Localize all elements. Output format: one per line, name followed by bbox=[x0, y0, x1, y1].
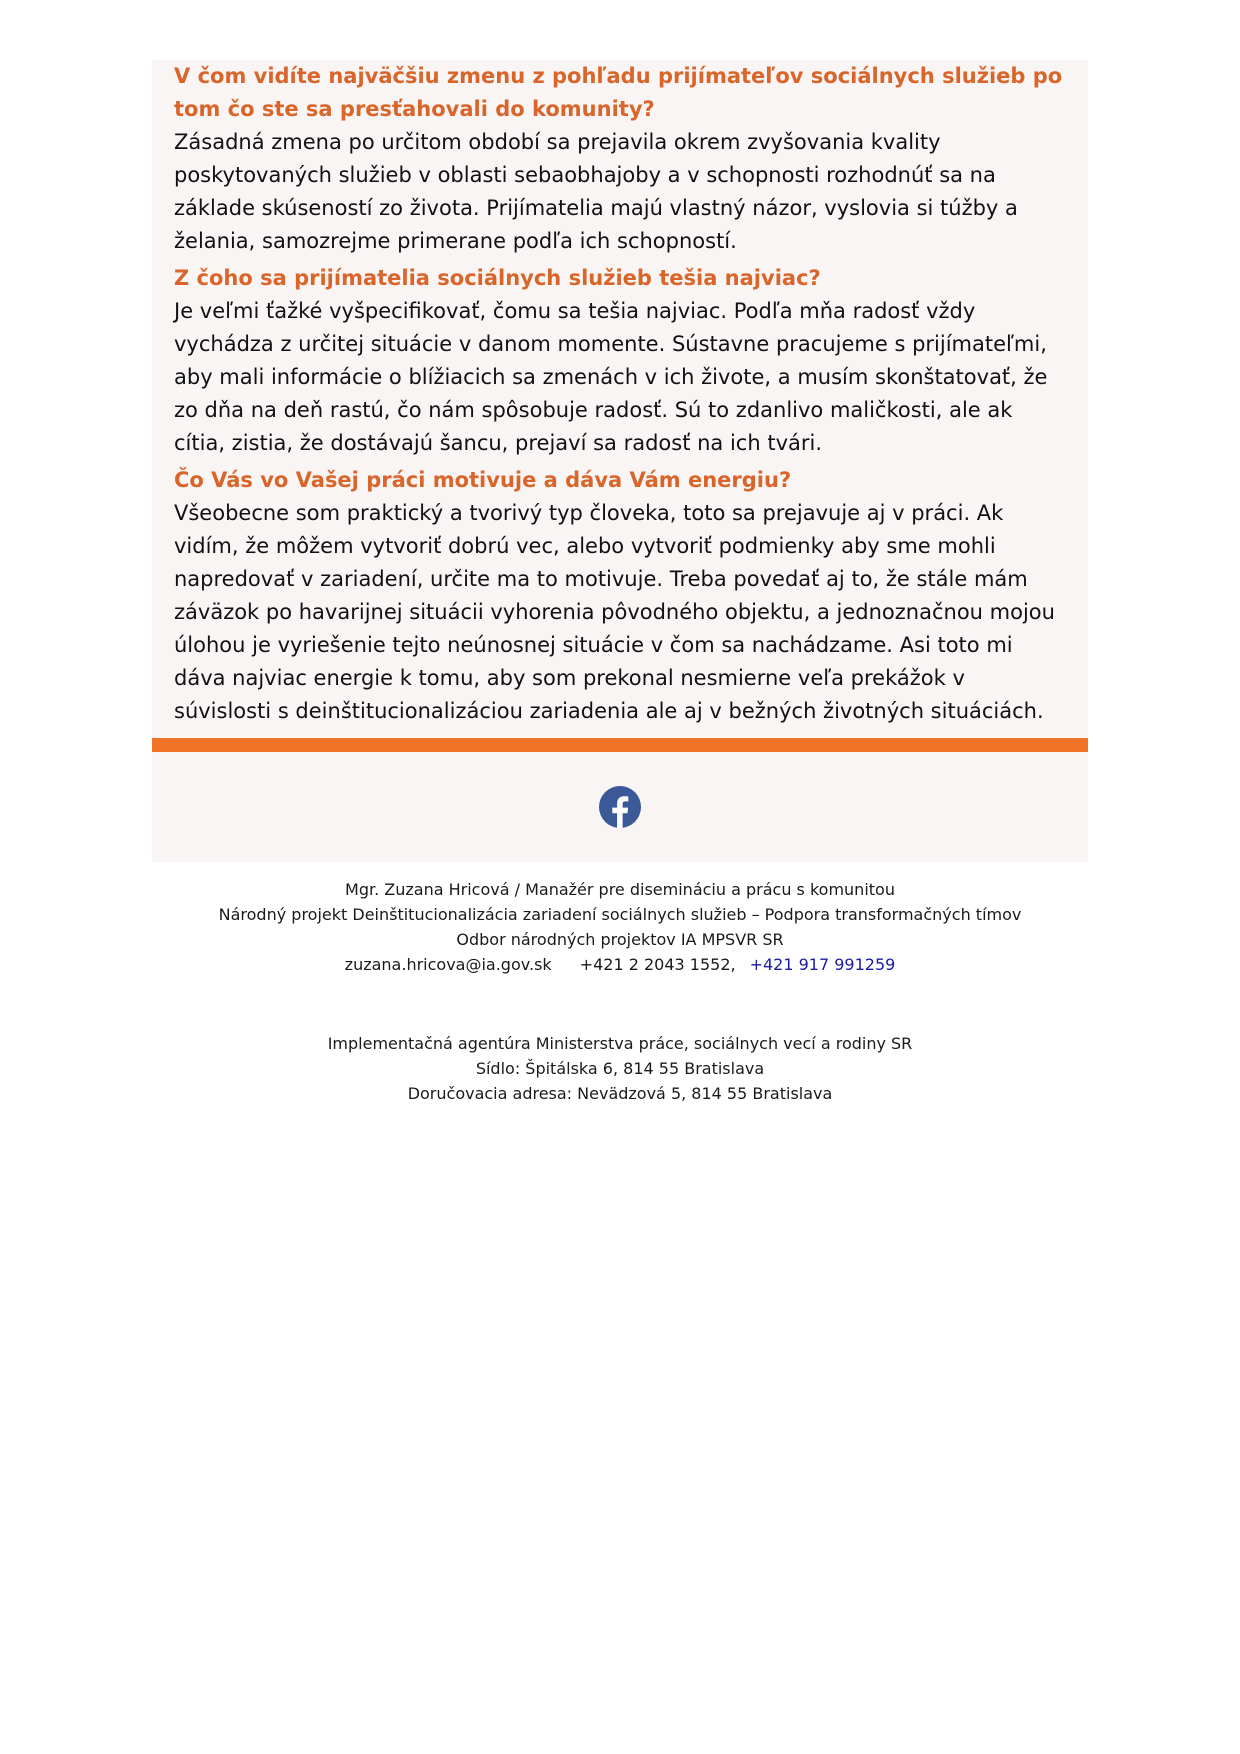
social-links bbox=[152, 752, 1088, 862]
newsletter-card bbox=[152, 60, 1088, 862]
answer-text: Je veľmi ťažké vyšpecifikovať, čomu sa tešia najviac. Podľa mňa radosť vždy vychádza z určitej situácie v danom momente. Sústavne pracujeme s prijímateľmi, aby mali informácie o blížiacich sa zmenách v ich živote, a musím skonštatovať, že zo dňa na deň rastú, čo nám spôsobuje radosť. Sú to zdanlivo maličkosti, ale ak cítia, zistia, že dostávajú šancu, prejaví sa radosť na ich tvári. bbox=[174, 299, 1048, 455]
agency-footer bbox=[152, 1031, 1088, 1106]
interview-content bbox=[152, 60, 1088, 728]
question-heading: Z čoho sa prijímatelia sociálnych služieb tešia najviac? bbox=[174, 266, 821, 290]
agency-mailing-address: Doručovacia adresa: Nevädzová 5, 814 55 Bratislava bbox=[407, 1084, 833, 1103]
facebook-icon bbox=[599, 786, 641, 828]
agency-seat: Sídlo: Špitálska 6, 814 55 Bratislava bbox=[475, 1059, 765, 1078]
agency-name: Implementačná agentúra Ministerstva práce, sociálnych vecí a rodiny SR bbox=[327, 1034, 913, 1053]
contact-email: zuzana.hricova@ia.gov.sk bbox=[344, 955, 552, 974]
contact-mobile-link[interactable]: +421 917 991259 bbox=[749, 955, 896, 974]
contact-department: Odbor národných projektov IA MPSVR SR bbox=[456, 930, 784, 949]
qa-item bbox=[174, 464, 1066, 728]
contact-name-role: Mgr. Zuzana Hricová / Manažér pre disemináciu a prácu s komunitou bbox=[345, 880, 895, 899]
orange-divider bbox=[152, 738, 1088, 752]
contact-project: Národný projekt Deinštitucionalizácia zariadení sociálnych služieb – Podpora transformačných tímov bbox=[218, 905, 1022, 924]
contact-footer bbox=[152, 877, 1088, 977]
facebook-link[interactable] bbox=[599, 786, 641, 828]
answer-text: Zásadná zmena po určitom období sa prejavila okrem zvyšovania kvality poskytovaných služieb v oblasti sebaobhajoby a v schopnosti rozhodnúť sa na základe skúseností zo života. Prijímatelia majú vlastný názor, vyslovia si túžby a želania, samozrejme primerane podľa ich schopností. bbox=[174, 130, 1018, 253]
qa-item bbox=[174, 262, 1066, 460]
contact-details bbox=[152, 952, 1088, 977]
answer-text: Všeobecne som praktický a tvorivý typ človeka, toto sa prejavuje aj v práci. Ak vidím, že môžem vytvoriť dobrú vec, alebo vytvoriť podmienky aby sme mohli napredovať v zariadení, určite ma to motivuje. Treba povedať aj to, že stále mám záväzok po havarijnej situácii vyhorenia pôvodného objektu, a jednoznačnou mojou úlohou je vyriešenie tejto neúnosnej situácie v čom sa nachádzame. Asi toto mi dáva najviac energie k tomu, aby som prekonal nesmierne veľa prekážok v súvislosti s deinštitucionalizáciou zariadenia ale aj v bežných životných situáciách. bbox=[174, 501, 1055, 723]
contact-phone: +421 2 2043 1552, bbox=[579, 955, 736, 974]
question-heading: V čom vidíte najväčšiu zmenu z pohľadu prijímateľov sociálnych služieb po tom čo ste sa presťahovali do komunity? bbox=[174, 64, 1063, 121]
question-heading: Čo Vás vo Vašej práci motivuje a dáva Vám energiu? bbox=[174, 468, 792, 492]
qa-item bbox=[174, 60, 1066, 258]
